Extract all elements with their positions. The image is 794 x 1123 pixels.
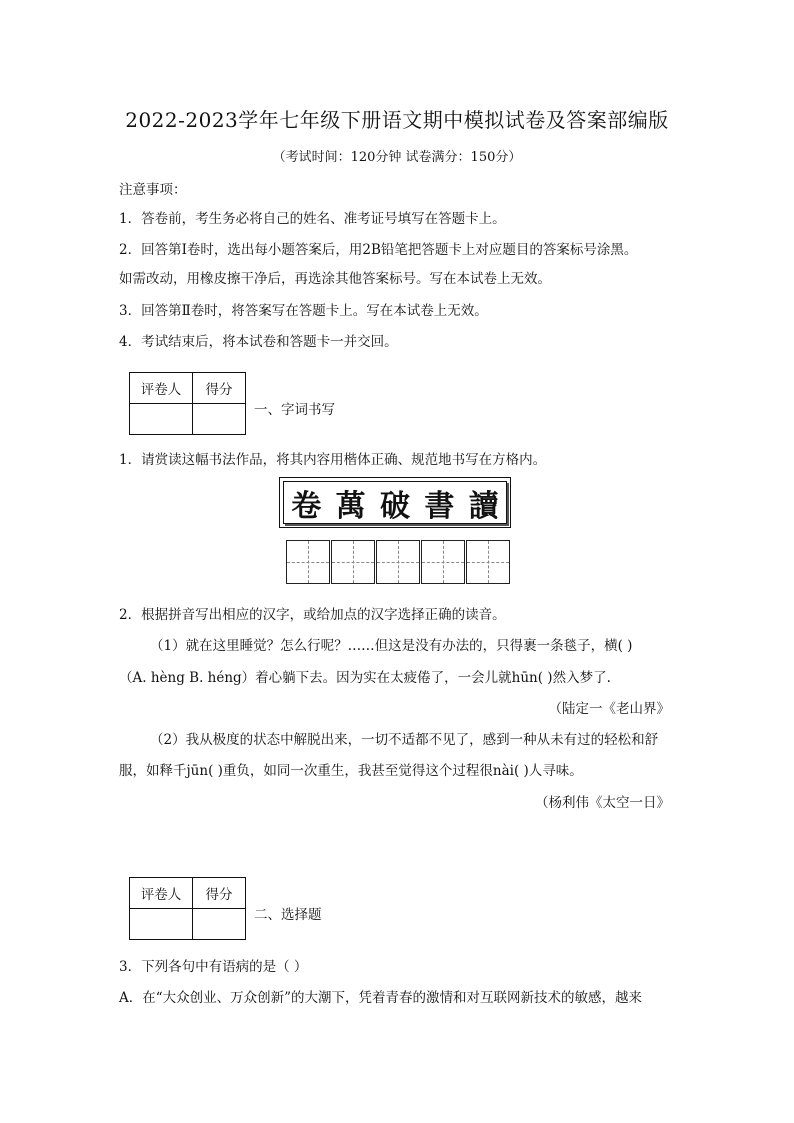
page-title: 2022-2023学年七年级下册语文期中模拟试卷及答案部编版 — [125, 108, 669, 132]
note-item: 4．考试结束后，将本试卷和答题卡一并交回。 — [119, 334, 398, 350]
exam-info: （考试时间：120分钟 试卷满分：150分） — [272, 150, 522, 165]
score-cell[interactable] — [193, 909, 246, 940]
writing-cell[interactable] — [331, 540, 375, 584]
calligraphy-image — [279, 477, 511, 528]
note-item: 1．答卷前，考生务必将自己的姓名、准考证号填写在答题卡上。 — [119, 211, 506, 227]
grader-header: 评卷人 — [130, 878, 193, 909]
section-heading: 二、选择题 — [254, 907, 322, 923]
calligraphy-char: 卷 — [291, 488, 322, 524]
writing-grid — [286, 540, 511, 584]
score-header: 得分 — [193, 373, 246, 404]
writing-cell[interactable] — [286, 540, 330, 584]
grader-cell[interactable] — [130, 404, 193, 435]
score-header: 得分 — [193, 878, 246, 909]
calligraphy-char: 破 — [379, 488, 410, 524]
question-2: 2．根据拼音写出相应的汉字，或给加点的汉字选择正确的读音。 — [119, 607, 506, 623]
question-3: 3．下列各句中有语病的是（ ） — [119, 959, 308, 975]
section-heading: 一、字词书写 — [254, 402, 335, 418]
score-table — [129, 372, 246, 435]
notes-heading: 注意事项： — [119, 182, 187, 198]
passage-line: （1）就在这里睡觉？怎么行呢？……但这是没有办法的，只得裹一条毯子，横( ) — [150, 638, 633, 654]
question-1: 1．请赏读这幅书法作品，将其内容用楷体正确、规范地书写在方格内。 — [119, 452, 547, 468]
passage-source: （陆定一《老山界》 — [548, 701, 670, 717]
note-item: 如需改动，用橡皮擦干净后，再选涂其他答案标号。写在本试卷上无效。 — [119, 271, 551, 287]
calligraphy-char: 讀 — [468, 488, 499, 524]
passage-source: （杨利伟《太空一日》 — [535, 795, 670, 811]
note-item: 3．回答第Ⅱ卷时，将答案写在答题卡上。写在本试卷上无效。 — [119, 303, 488, 319]
score-table — [129, 877, 246, 940]
calligraphy-char: 萬 — [335, 488, 366, 524]
grader-cell[interactable] — [130, 909, 193, 940]
passage-line: （A. hèng B. héng）着心躺下去。因为实在太疲倦了，一会儿就hūn( )然入梦了. — [119, 670, 611, 686]
score-cell[interactable] — [193, 404, 246, 435]
passage-line: 服，如释千jūn( )重负，如同一次重生，我甚至觉得这个过程很nài( )人寻味。 — [119, 763, 583, 779]
calligraphy-char: 書 — [424, 488, 455, 524]
grader-header: 评卷人 — [130, 373, 193, 404]
writing-cell[interactable] — [466, 540, 510, 584]
writing-cell[interactable] — [421, 540, 465, 584]
passage-line: （2）我从极度的状态中解脱出来，一切不适都不见了，感到一种从未有过的轻松和舒 — [150, 732, 659, 748]
writing-cell[interactable] — [376, 540, 420, 584]
note-item: 2．回答第Ⅰ卷时，选出每小题答案后，用2B铅笔把答题卡上对应题目的答案标号涂黑。 — [119, 242, 638, 258]
option-a: A．在“大众创业、万众创新”的大潮下，凭着青春的激情和对互联网新技术的敏感，越来 — [119, 990, 643, 1006]
